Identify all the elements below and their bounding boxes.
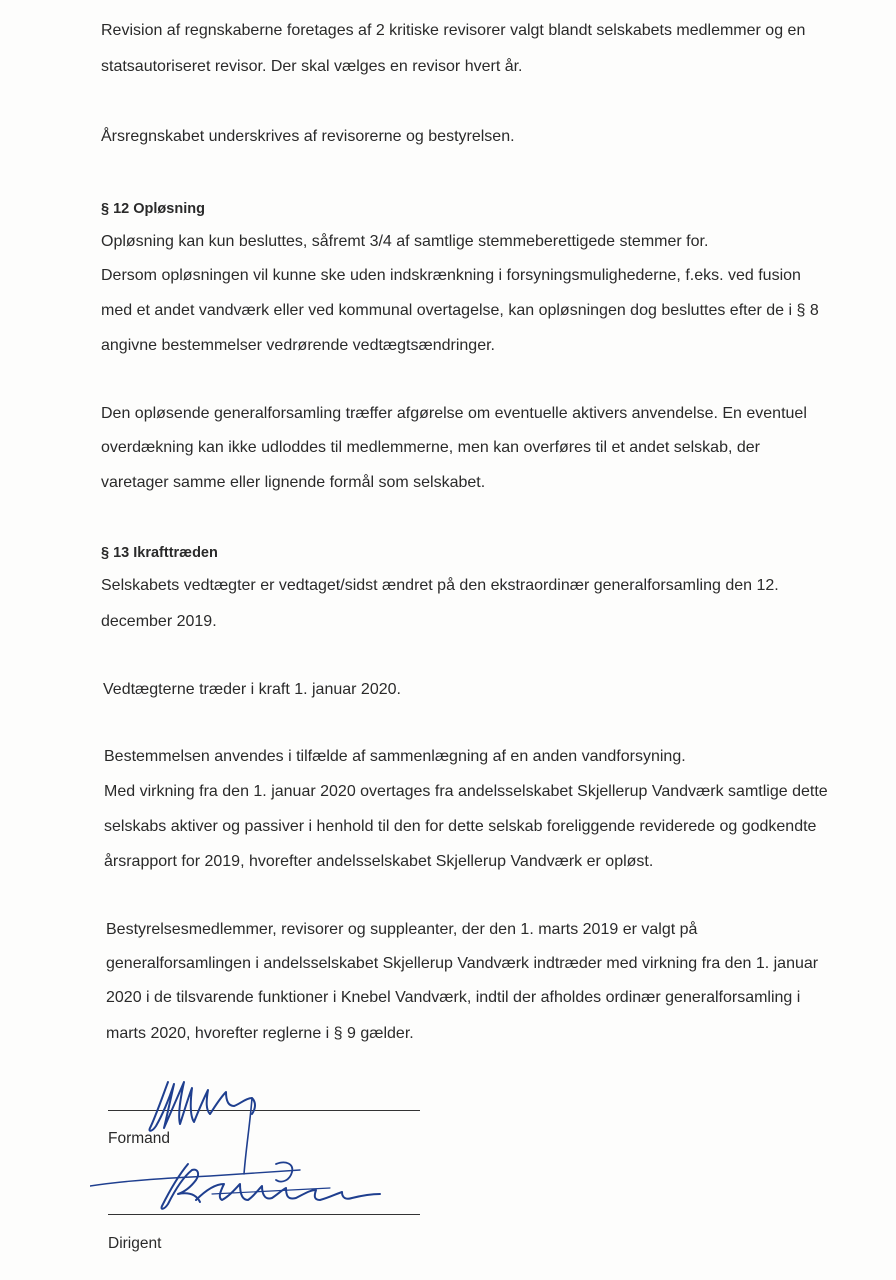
section-12-paragraph-3-line-2: overdækning kan ikke udloddes til medlemmerne, men kan overføres til et andet selskab, der xyxy=(101,439,760,456)
section-13-paragraph-1-line-1: Selskabets vedtægter er vedtaget/sidst ændret på den ekstraordinær generalforsamling den 12. xyxy=(101,577,779,594)
section-13-paragraph-4-line-2: selskabs aktiver og passiver i henhold til den for dette selskab foreliggende reviderede og godkendte xyxy=(104,818,817,835)
section-12-paragraph-3-line-1: Den opløsende generalforsamling træffer afgørelse om eventuelle aktivers anvendelse. En eventuel xyxy=(101,405,807,422)
section-13-paragraph-1-line-2: december 2019. xyxy=(101,613,217,630)
section-12-paragraph-2-line-3: angivne bestemmelser vedrørende vedtægtsændringer. xyxy=(101,337,495,354)
section-12-paragraph-2-line-1: Dersom opløsningen vil kunne ske uden indskrænkning i forsyningsmulighederne, f.eks. ved fusion xyxy=(101,267,801,284)
dirigent-label: Dirigent xyxy=(108,1235,162,1252)
section-12-paragraph-3-line-3: varetager samme eller lignende formål som selskabet. xyxy=(101,474,486,491)
section-12-paragraph-1: Opløsning kan kun besluttes, såfremt 3/4 af samtlige stemmeberettigede stemmer for. xyxy=(101,233,709,250)
section-13-paragraph-5-line-3: 2020 i de tilsvarende funktioner i Knebel Vandværk, indtil der afholdes ordinær generalforsamling i xyxy=(106,989,801,1006)
paragraph-revision-line-1: Revision af regnskaberne foretages af 2 kritiske revisorer valgt blandt selskabets medlemmer og en xyxy=(101,22,806,39)
paragraph-aarsregnskab: Årsregnskabet underskrives af revisorerne og bestyrelsen. xyxy=(101,128,515,145)
section-13-heading: § 13 Ikrafttræden xyxy=(101,545,218,561)
section-13-paragraph-5-line-1: Bestyrelsesmedlemmer, revisorer og suppleanter, der den 1. marts 2019 er valgt på xyxy=(106,921,698,938)
section-13-paragraph-2: Vedtægterne træder i kraft 1. januar 2020. xyxy=(103,681,401,698)
section-12-paragraph-2-line-2: med et andet vandværk eller ved kommunal overtagelse, kan opløsningen dog besluttes efter de i § 8 xyxy=(101,302,819,319)
section-13-paragraph-3: Bestemmelsen anvendes i tilfælde af sammenlægning af en anden vandforsyning. xyxy=(104,748,686,765)
section-13-paragraph-5-line-2: generalforsamlingen i andelsselskabet Skjellerup Vandværk indtræder med virkning fra den 1. januar xyxy=(106,955,819,972)
section-13-paragraph-4-line-1: Med virkning fra den 1. januar 2020 overtages fra andelsselskabet Skjellerup Vandværk samtlige dette xyxy=(104,783,828,800)
section-13-paragraph-5-line-4: marts 2020, hvorefter reglerne i § 9 gælder. xyxy=(106,1025,414,1042)
section-12-heading: § 12 Opløsning xyxy=(101,201,205,217)
paragraph-revision-line-2: statsautoriseret revisor. Der skal vælges en revisor hvert år. xyxy=(101,58,523,75)
section-13-paragraph-4-line-3: årsrapport for 2019, hvorefter andelsselskabet Skjellerup Vandværk er opløst. xyxy=(104,853,654,870)
formand-label: Formand xyxy=(108,1130,171,1147)
dirigent-signature xyxy=(90,1150,420,1230)
